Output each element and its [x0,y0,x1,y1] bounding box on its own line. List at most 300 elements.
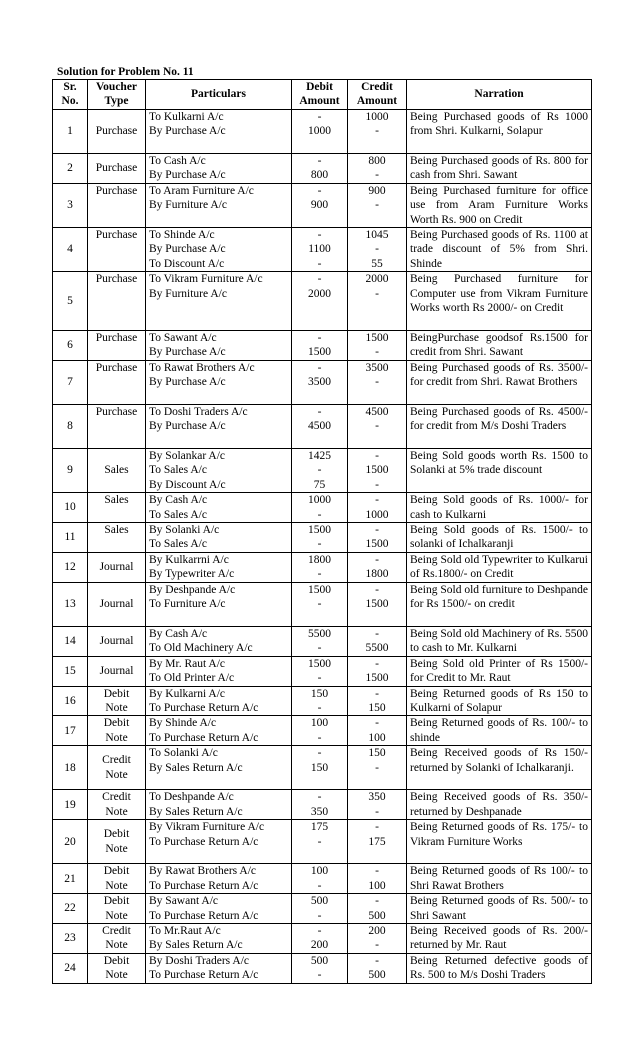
sr-no-cell: 19 [53,790,88,820]
credit-amount-cell [348,228,407,272]
particulars-line: To Discount A/c [149,257,225,270]
particulars-line: By Solankar A/c [149,450,226,463]
particulars-line: By Purchase A/c [149,420,226,433]
type-line: Credit [102,791,131,804]
credit-line: - [375,939,379,952]
debit-line: 1500 [308,524,331,537]
type-line: Note [105,701,128,714]
particulars-line: By Vikram Furniture A/c [149,821,265,834]
credit-line: - [375,895,379,908]
particulars-line: To Purchase Return A/c [149,879,259,892]
narration-cell: Being Purchased goods of Rs. 4500/- for credit from M/s Doshi Traders [407,404,592,448]
sr-no-cell: 2 [53,154,88,184]
debit-line: 100 [310,865,329,878]
table-row [53,272,592,331]
sr-no-cell: 24 [53,953,88,983]
debit-amount-cell [292,716,348,746]
type-line: Purchase [95,184,138,197]
particulars-line: To Kulkarni A/c [149,110,224,123]
particulars-line: To Purchase Return A/c [149,731,259,744]
particulars-cell [146,923,292,953]
table-row [53,523,592,553]
credit-amount-cell [348,790,407,820]
particulars-line: By Cash A/c [149,627,208,640]
credit-amount-cell [348,656,407,686]
particulars-cell [146,894,292,924]
sr-no-cell: 5 [53,272,88,331]
particulars-cell [146,404,292,448]
particulars-cell [146,183,292,227]
sr-no-cell: 18 [53,746,88,790]
credit-amount-cell [348,864,407,894]
debit-line: - [317,791,322,804]
debit-line: 5500 [308,627,331,640]
debit-line: 1000 [308,125,331,138]
particulars-line: To Sales A/c [149,464,207,477]
credit-amount-cell [348,923,407,953]
debit-line: 1500 [308,346,331,359]
particulars-line: By Kulkarrni A/c [149,553,229,566]
table-row [53,582,592,626]
credit-amount-cell [348,493,407,523]
credit-amount-cell [348,552,407,582]
narration-cell: Being Sold goods of Rs. 1500/- to solanki of Ichalkaranji [407,523,592,553]
table-body [53,109,592,983]
voucher-type-cell [88,716,146,746]
sr-no-cell: 8 [53,404,88,448]
table-row [53,820,592,864]
sr-no-cell: 13 [53,582,88,626]
header-particulars: Particulars [146,80,292,110]
type-line: Journal [99,561,134,574]
particulars-line: To Purchase Return A/c [149,701,259,714]
credit-amount-cell [348,953,407,983]
particulars-line: To Sawant A/c [149,331,217,344]
debit-line: 1100 [308,243,331,256]
narration-cell: Being Purchased goods of Rs. 800 for cash from Shri. Sawant [407,154,592,184]
particulars-line: By Kulkarni A/c [149,687,226,700]
particulars-cell [146,686,292,716]
voucher-type-cell [88,582,146,626]
sr-no-cell: 7 [53,360,88,404]
debit-amount-cell [292,228,348,272]
sr-no-cell: 14 [53,626,88,656]
particulars-line: To Purchase Return A/c [149,909,259,922]
narration-cell: Being Received goods of Rs. 350/- returned by Deshpanade [407,790,592,820]
type-line: Sales [104,524,129,537]
voucher-type-cell [88,953,146,983]
narration-cell: Being Sold old furniture to Deshpande for Rs 1500/- on credit [407,582,592,626]
debit-amount-cell [292,493,348,523]
type-line: Purchase [95,331,138,344]
sr-no-cell: 15 [53,656,88,686]
type-line: Journal [99,635,134,648]
particulars-line: By Sales Return A/c [149,939,243,952]
debit-line: - [317,405,322,418]
particulars-line: By Purchase A/c [149,243,226,256]
credit-amount-cell [348,404,407,448]
voucher-type-cell [88,109,146,153]
debit-line: - [317,701,322,714]
debit-line: 350 [310,805,329,818]
credit-line: - [375,125,379,138]
table-row [53,894,592,924]
table-row [53,493,592,523]
debit-line: 3500 [308,376,331,389]
particulars-line: By Shinde A/c [149,717,217,730]
voucher-type-cell [88,864,146,894]
credit-line: 350 [368,791,386,804]
debit-amount-cell [292,552,348,582]
narration-cell: Being Purchased furniture for Computer use from Vikram Furniture Works worth Rs 2000/- on Credit [407,272,592,331]
table-row [53,656,592,686]
header-credit: Credit Amount [348,80,407,110]
particulars-cell [146,493,292,523]
type-line: Note [105,969,128,982]
particulars-line: To Solanki A/c [149,747,218,760]
sr-no-cell: 21 [53,864,88,894]
debit-amount-cell [292,790,348,820]
debit-amount-cell [292,864,348,894]
debit-amount-cell [292,686,348,716]
voucher-type-cell [88,449,146,493]
particulars-line: To Vikram Furniture A/c [149,273,263,286]
debit-amount-cell [292,820,348,864]
particulars-cell [146,552,292,582]
credit-line: - [375,420,379,433]
credit-line: 55 [371,257,383,270]
credit-line: - [375,287,379,300]
debit-line: - [317,672,322,685]
particulars-cell [146,626,292,656]
narration-cell: Being Sold old Machinery of Rs. 5500 to cash to Mr. Kulkarni [407,626,592,656]
debit-amount-cell [292,582,348,626]
type-line: Journal [99,598,134,611]
voucher-type-cell [88,360,146,404]
debit-amount-cell [292,953,348,983]
table-row [53,228,592,272]
credit-line: 100 [368,879,386,892]
voucher-type-cell [88,154,146,184]
narration-cell: Being Received goods of Rs 150/- returned by Solanki of Ichalkaranji. [407,746,592,790]
particulars-cell [146,864,292,894]
particulars-cell [146,272,292,331]
particulars-line: By Doshi Traders A/c [149,954,249,967]
voucher-type-cell [88,228,146,272]
debit-line: - [317,110,322,123]
voucher-type-cell [88,493,146,523]
credit-line: - [375,657,379,670]
narration-cell: Being Sold goods worth Rs. 1500 to Solanki at 5% trade discount [407,449,592,493]
narration-cell: Being Returned goods of Rs 150 to Kulkarni of Solapur [407,686,592,716]
debit-line: 1500 [308,657,331,670]
type-line: Purchase [95,273,138,286]
particulars-line: By Purchase A/c [149,169,226,182]
credit-amount-cell [348,154,407,184]
table-row [53,404,592,448]
particulars-line: By Furniture A/c [149,199,227,212]
debit-amount-cell [292,523,348,553]
type-line: Purchase [95,405,138,418]
particulars-line: By Deshpande A/c [149,583,236,596]
type-line: Debit [103,954,130,967]
credit-line: - [375,583,379,596]
table-row [53,626,592,656]
header-debit: Debit Amount [292,80,348,110]
narration-cell: Being Sold old Typewriter to Kulkarui of Rs.1800/- on Credit [407,552,592,582]
narration-cell: BeingPurchase goodsof Rs.1500 for credit from Shri. Sawant [407,330,592,360]
credit-line: 3500 [365,361,389,374]
credit-line: 500 [368,909,386,922]
debit-amount-cell [292,154,348,184]
voucher-type-cell [88,746,146,790]
debit-line: 2000 [308,287,331,300]
sr-no-cell: 1 [53,109,88,153]
table-row [53,109,592,153]
debit-line: 4500 [308,420,331,433]
debit-line: 1425 [308,450,331,463]
table-row [53,154,592,184]
type-line: Debit [103,717,130,730]
particulars-cell [146,523,292,553]
particulars-line: By Sales Return A/c [149,805,243,818]
sr-no-cell: 23 [53,923,88,953]
particulars-line: By Cash A/c [149,494,208,507]
header-sr: Sr. No. [53,80,88,110]
particulars-line: By Solanki A/c [149,524,220,537]
type-line: Debit [103,687,130,700]
debit-line: - [317,909,322,922]
particulars-cell [146,109,292,153]
credit-line: 900 [368,184,386,197]
credit-line: 150 [368,747,386,760]
debit-line: 500 [310,954,329,967]
credit-line: 5500 [365,642,389,655]
debit-line: - [317,642,322,655]
debit-amount-cell [292,404,348,448]
type-line: Note [105,805,128,818]
debit-line: 175 [310,821,329,834]
narration-cell: Being Purchased goods of Rs 1000 from Shri. Kulkarni, Solapur [407,109,592,153]
credit-line: 200 [368,924,386,937]
type-line: Credit [102,924,131,937]
particulars-cell [146,154,292,184]
sr-no-cell: 11 [53,523,88,553]
debit-line: - [317,229,322,242]
particulars-cell [146,656,292,686]
credit-line: 1000 [365,508,389,521]
credit-line: - [375,199,379,212]
particulars-line: To Shinde A/c [149,229,215,242]
particulars-line: By Typewriter A/c [149,568,235,581]
sr-no-cell: 4 [53,228,88,272]
debit-line: - [317,747,322,760]
debit-amount-cell [292,360,348,404]
narration-cell: Being Sold old Printer of Rs 1500/- for Credit to Mr. Raut [407,656,592,686]
particulars-cell [146,360,292,404]
particulars-line: To Furniture A/c [149,598,226,611]
voucher-type-cell [88,820,146,864]
voucher-type-cell [88,686,146,716]
narration-cell: Being Purchased goods of Rs. 1100 at trade discount of 5% from Shri. Shinde [407,228,592,272]
particulars-cell [146,228,292,272]
narration-cell: Being Returned goods of Rs. 100/- to shinde [407,716,592,746]
credit-amount-cell [348,716,407,746]
debit-line: - [317,731,322,744]
debit-amount-cell [292,330,348,360]
credit-line: - [375,524,379,537]
voucher-type-cell [88,923,146,953]
particulars-cell [146,582,292,626]
credit-line: 500 [368,969,386,982]
debit-line: - [317,331,322,344]
debit-line: 150 [310,687,329,700]
debit-line: - [317,155,322,167]
table-row [53,923,592,953]
credit-line: - [375,717,379,730]
voucher-type-cell [88,330,146,360]
debit-line: - [317,924,322,937]
credit-line: 100 [368,731,386,744]
table-row [53,716,592,746]
debit-line: 1000 [308,494,331,507]
credit-line: - [375,376,379,389]
particulars-line: To Mr.Raut A/c [149,924,221,937]
credit-line: - [375,627,379,640]
debit-line: 100 [310,717,329,730]
debit-line: - [317,538,322,551]
debit-line: - [317,969,322,982]
debit-line: 75 [313,478,326,491]
debit-line: 900 [310,199,329,212]
table-row [53,449,592,493]
credit-line: 1500 [365,331,389,344]
particulars-line: By Furniture A/c [149,287,227,300]
type-line: Note [105,768,128,781]
credit-line: - [375,761,379,774]
credit-line: - [375,243,379,256]
credit-line: 150 [368,701,386,714]
debit-line: - [317,879,322,892]
type-line: Journal [99,664,134,677]
credit-amount-cell [348,686,407,716]
particulars-line: By Mr. Raut A/c [149,657,226,670]
debit-amount-cell [292,894,348,924]
credit-line: - [375,494,379,507]
narration-cell: Being Returned defective goods of Rs. 500 to M/s Doshi Traders [407,953,592,983]
table-row [53,953,592,983]
debit-line: - [317,257,322,270]
debit-amount-cell [292,183,348,227]
table-row [53,183,592,227]
debit-amount-cell [292,272,348,331]
narration-cell: Being Purchased goods of Rs. 3500/- for credit from Shri. Rawat Brothers [407,360,592,404]
credit-amount-cell [348,330,407,360]
type-line: Note [105,879,128,892]
voucher-type-cell [88,404,146,448]
particulars-line: To Sales A/c [149,508,207,521]
particulars-line: By Purchase A/c [149,376,226,389]
credit-line: 1500 [365,538,389,551]
debit-line: 800 [310,169,329,182]
table-row [53,790,592,820]
voucher-type-cell [88,656,146,686]
credit-amount-cell [348,820,407,864]
header-narration: Narration [407,80,592,110]
debit-line: - [317,568,322,581]
narration-cell: Being Returned goods of Rs 100/- to Shri Rawat Brothers [407,864,592,894]
credit-line: - [375,450,379,463]
debit-line: 1500 [308,583,331,596]
particulars-line: To Doshi Traders A/c [149,405,248,418]
debit-amount-cell [292,109,348,153]
credit-amount-cell [348,582,407,626]
debit-line: - [317,508,322,521]
debit-amount-cell [292,626,348,656]
voucher-type-cell [88,183,146,227]
type-line: Sales [104,464,129,477]
debit-line: - [317,361,322,374]
journal-table [52,79,592,984]
voucher-type-cell [88,790,146,820]
header-voucher-type: Voucher Type [88,80,146,110]
particulars-line: By Purchase A/c [149,125,226,138]
particulars-line: To Purchase Return A/c [149,969,259,982]
particulars-cell [146,953,292,983]
credit-line: - [375,821,379,834]
table-row [53,330,592,360]
table-row [53,864,592,894]
credit-line: - [375,687,379,700]
debit-amount-cell [292,923,348,953]
particulars-cell [146,790,292,820]
type-line: Credit [102,754,131,767]
sr-no-cell: 9 [53,449,88,493]
credit-line: 175 [368,835,386,848]
particulars-line: To Old Machinery A/c [149,642,253,655]
particulars-cell [146,820,292,864]
type-line: Purchase [95,162,138,175]
particulars-line: To Purchase Return A/c [149,835,259,848]
narration-cell: Being Received goods of Rs. 200/- returned by Mr. Raut [407,923,592,953]
sr-no-cell: 3 [53,183,88,227]
particulars-line: By Sales Return A/c [149,761,243,774]
credit-line: 1500 [365,672,389,685]
credit-amount-cell [348,272,407,331]
debit-line: 500 [310,895,329,908]
credit-amount-cell [348,449,407,493]
particulars-line: By Sawant A/c [149,895,218,908]
sr-no-cell: 12 [53,552,88,582]
debit-amount-cell [292,656,348,686]
credit-amount-cell [348,109,407,153]
narration-cell: Being Purchased furniture for office use from Aram Furniture Works Worth Rs. 900 on Credit [407,183,592,227]
type-line: Purchase [95,361,138,374]
header-row [53,80,592,110]
table-row [53,686,592,716]
type-line: Note [105,731,128,744]
particulars-line: To Rawat Brothers A/c [149,361,255,374]
credit-line: 800 [368,155,386,167]
type-line: Debit [103,828,130,841]
sr-no-cell: 20 [53,820,88,864]
voucher-type-cell [88,894,146,924]
credit-line: - [375,553,379,566]
table-row [53,360,592,404]
credit-line: 1500 [365,464,389,477]
credit-amount-cell [348,894,407,924]
credit-line: - [375,169,379,182]
